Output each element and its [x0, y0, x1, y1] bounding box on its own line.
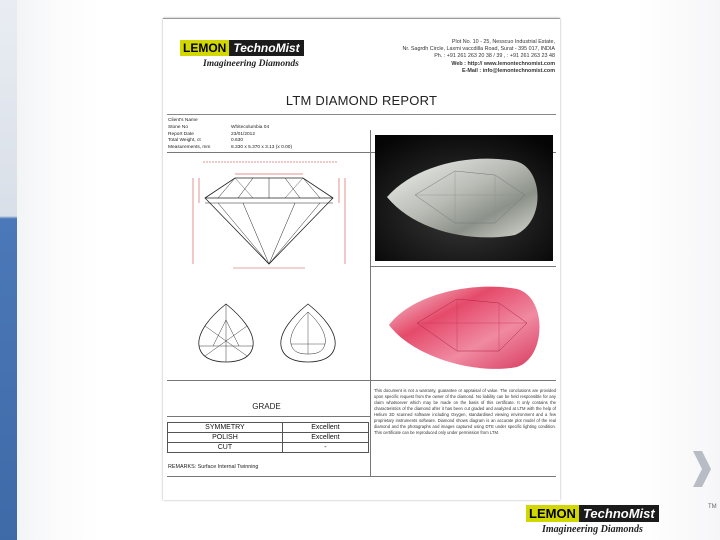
header-logo: [180, 40, 304, 56]
info-row: [168, 145, 368, 152]
grade-table: [167, 422, 369, 453]
table-row: [168, 423, 369, 433]
diamond-photo-white: [375, 135, 553, 261]
address-line-1: Plot No. 10 - 25, Nesscuo Industrial Estate,: [451, 39, 555, 45]
diamond-crown-diagram: [191, 300, 261, 364]
diamond-profile-diagram: [173, 156, 365, 274]
website-link[interactable]: Web : http:// www.lemontechnomist.com: [451, 60, 555, 67]
footer-lemon-text: LEMON: [526, 505, 579, 522]
grade-value: -: [282, 443, 368, 453]
info-value: 0.630: [231, 138, 244, 144]
logo-lemon-text: LEMON: [180, 40, 229, 56]
info-label: Client's Name: [168, 118, 198, 123]
grade-name: POLISH: [168, 433, 283, 443]
logo-tagline: Imagineering Diamonds: [203, 59, 299, 69]
remarks: REMARKS: Surface Internal Twinning: [168, 464, 259, 470]
logo-techno-text: TechnoMist: [229, 40, 303, 56]
info-row: [168, 125, 368, 132]
info-label: Report Date: [168, 131, 194, 137]
email-link[interactable]: E-Mail : info@lemontechnomist.com: [461, 67, 555, 74]
company-address: [359, 39, 555, 75]
grade-name: CUT: [168, 443, 283, 453]
info-label: Measurements, mm: [168, 145, 211, 151]
vertical-divider: [370, 130, 371, 476]
address-line-3: Ph. : +91 261 263 20 38 / 39 , : +91 261 263 23 48: [434, 53, 555, 60]
footer-logo-wordmark: [526, 505, 659, 522]
top-rule: [163, 18, 560, 19]
table-row: [168, 433, 369, 443]
title-divider: [167, 114, 556, 115]
disclaimer-text: This document is not a warranty, guarantee or appraisal of value. The conclusions are provided upon specific request from the owner of the diamond. No liability can be held responsible for any claim whatsoever which may be made on the basis of this certificate. It only contains the characteristics of the diamond after it has been cut graded and analyzed at LTM with the help of Helium 3D scanned software including Oxygen, standardised viewing environment and a few proprietary instruments software. Diamond shows diagram is an accurate plot model of the real diamond and the photographs and images captured using DTE under specific lighting condition. This certificate can be reproduced only under permission from LTM.: [374, 388, 556, 435]
grade-value: Excellent: [282, 433, 368, 443]
client-info: [168, 118, 368, 152]
diamond-photo-red: [375, 271, 553, 377]
chevron-right-icon[interactable]: [690, 448, 714, 490]
horizontal-divider-4: [167, 416, 370, 417]
footer-techno-text: TechnoMist: [579, 505, 659, 522]
info-value: 8.330 x 5.370 x 3.13 (x 0.00): [231, 145, 293, 151]
info-value: Whitecolumbia 04: [231, 124, 270, 130]
footer-logo: [526, 505, 708, 537]
footer-tagline: Imagineering Diamonds: [542, 524, 643, 535]
info-label: Total Weight, ct: [168, 138, 201, 144]
table-row: [168, 443, 369, 453]
diamond-pavilion-diagram: [273, 300, 343, 364]
grade-name: SYMMETRY: [168, 423, 283, 433]
left-accent-bar: [0, 0, 17, 540]
horizontal-divider-3: [167, 380, 556, 381]
horizontal-divider-2: [371, 266, 556, 267]
trademark-mark: TM: [708, 504, 717, 510]
diamond-report-document: [163, 18, 560, 500]
grade-title: GRADE: [252, 402, 281, 411]
address-line-2: Nr. Sagrdh Circle, Laxmi vaccdilla Road, Surat - 395 017, INDIA: [402, 46, 555, 53]
report-title: LTM DIAMOND REPORT: [285, 93, 438, 108]
info-label: Stone No: [168, 124, 189, 130]
horizontal-divider-5: [167, 476, 556, 477]
grade-value: Excellent: [282, 423, 368, 433]
info-value: 23/01/2012: [231, 131, 256, 137]
info-row: [168, 118, 368, 125]
